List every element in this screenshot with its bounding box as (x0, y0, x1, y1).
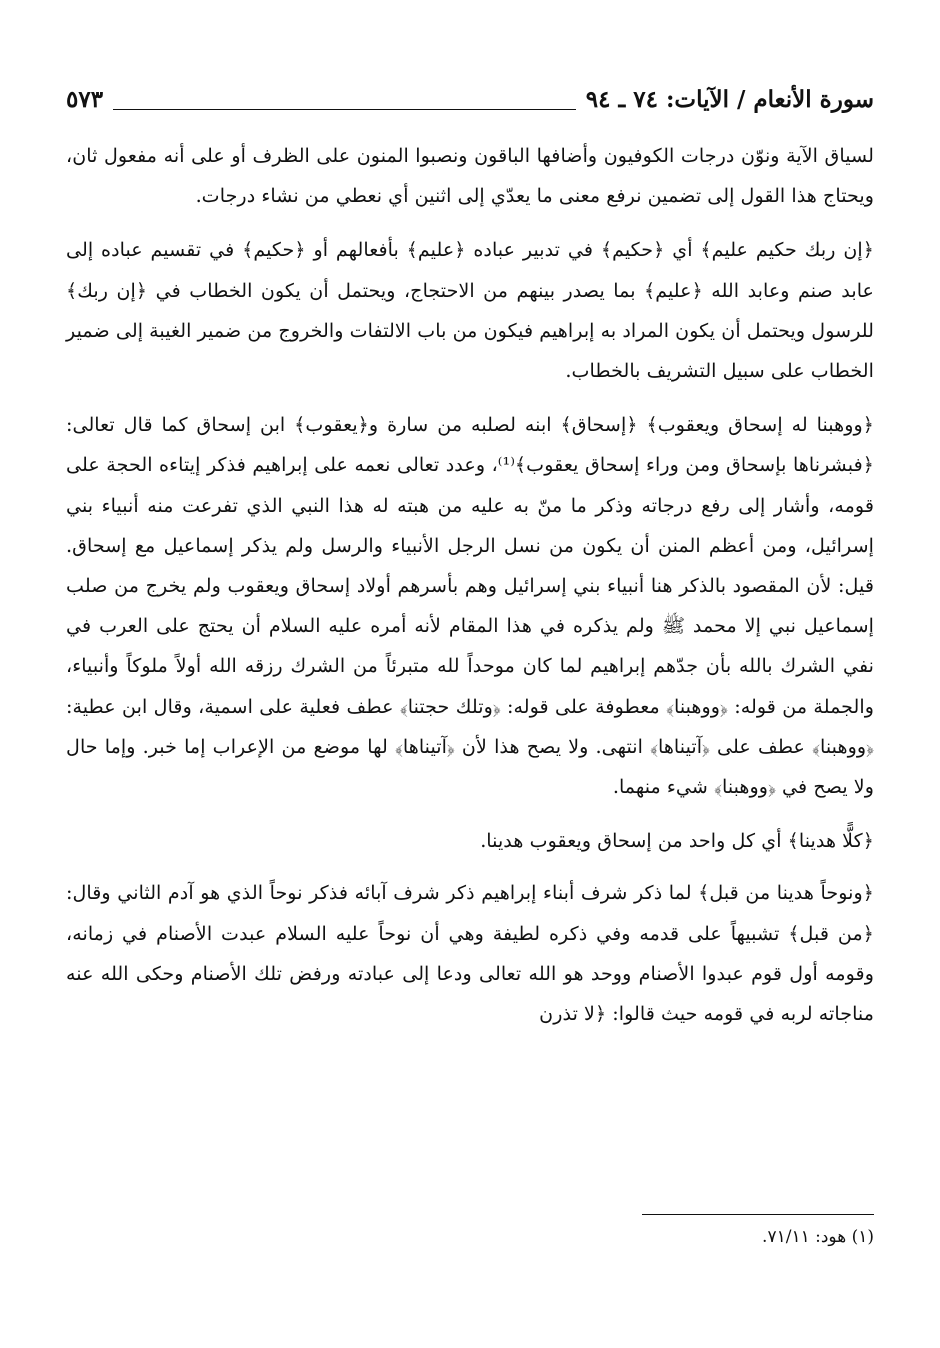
paragraph-1: لسياق الآية ونوّن درجات الكوفيون وأضافها الباقون ونصبوا المنون على الظرف أو على أنه مفعول ثان، ويحتاج هذا القول إلى تضمين نرفع معنى ما يعدّي إلى اثنين أي نعطي من نشاء درجات. (66, 144, 874, 208)
header-rule (113, 109, 576, 110)
paragraph-4: ﴿كلًّا هدينا﴾ أي كل واحد من إسحاق ويعقوب هدينا. (480, 829, 874, 853)
running-title: سورة الأنعام / الآيات: ٧٤ ـ ٩٤ (585, 86, 874, 113)
page-body (66, 136, 874, 1048)
paragraph-5: ﴿ونوحاً هدينا من قبل﴾ لما ذكر شرف أبناء إبراهيم ذكر شرف آبائه فذكر نوحاً الذي هو آدم الثاني وقال: ﴿من قبل﴾ تشبيهاً على قدمه وفي ذكره لطيفة وهي أن نوحاً عليه السلام عبدت الأصنام في زمانه، وقومه أول قوم عبدوا الأصنام ووحد هو الله تعالى ودعا إلى عبادته ورفض تلك الأصنام وحكى الله عنه مناجاته لربه في قومه حيث قالوا: ﴿لا تذرن (66, 881, 874, 1026)
footnote-rule (642, 1214, 874, 1215)
page-number: ٥٧٣ (66, 86, 104, 113)
paragraph-3: ﴿ووهبنا له إسحاق ويعقوب﴾ ﴿إسحاق﴾ ابنه لصلبه من سارة و﴿يعقوب﴾ ابن إسحاق كما قال تعالى: ﴿فبشرناها بإسحاق ومن وراء إسحاق يعقوب﴾⁽¹⁾، وعدد تعالى نعمه على إبراهيم فذكر إيتاءه الحجة على قومه، وأشار إلى رفع درجاته وذكر ما منّ به عليه من هبته له هذا النبي الذي تفرعت منه أنبياء بني إسرائيل، ومن أعظم المنن أن يكون من نسل الرجل الأنبياء والرسل ولم يذكر إسماعيل مع إسحاق. قيل: لأن المقصود بالذكر هنا أنبياء بني إسرائيل وهم بأسرهم أولاد إسحاق ويعقوب ولم يخرج من صلب إسماعيل نبي إلا محمد ﷺ ولم يذكره في هذا المقام لأنه أمره عليه السلام أن يحتج على العرب في نفي الشرك بالله بأن جدّهم إبراهيم لما كان موحداً لله متبرئاً من الشرك رزقه الله أولاً ملوكاً وأنبياء، والجملة من قوله: ﴿ووهبنا﴾ معطوفة على قوله: ﴿وتلك حجتنا﴾ عطف فعلية على اسمية، وقال ابن عطية: ﴿ووهبنا﴾ عطف على ﴿آتيناها﴾ انتهى. ولا يصح هذا لأن ﴿آتيناها﴾ لها موضع من الإعراب إما خبر. وإما حال ولا يصح في ﴿ووهبنا﴾ شيء منهما. (66, 413, 874, 799)
footnote: (١) هود: ٧١/١١. (762, 1227, 874, 1247)
paragraph-2: ﴿إن ربك حكيم عليم﴾ أي ﴿حكيم﴾ في تدبير عباده ﴿عليم﴾ بأفعالهم أو ﴿حكيم﴾ في تقسيم عباده إلى عابد صنم وعابد الله ﴿عليم﴾ بما يصدر بينهم من الاحتجاج، ويحتمل أن يكون الخطاب في ﴿إن ربك﴾ للرسول ويحتمل أن يكون المراد به إبراهيم فيكون من باب الالتفات والخروج من ضمير الغيبة إلى ضمير الخطاب على سبيل التشريف بالخطاب. (66, 238, 874, 383)
page-header (66, 78, 874, 118)
